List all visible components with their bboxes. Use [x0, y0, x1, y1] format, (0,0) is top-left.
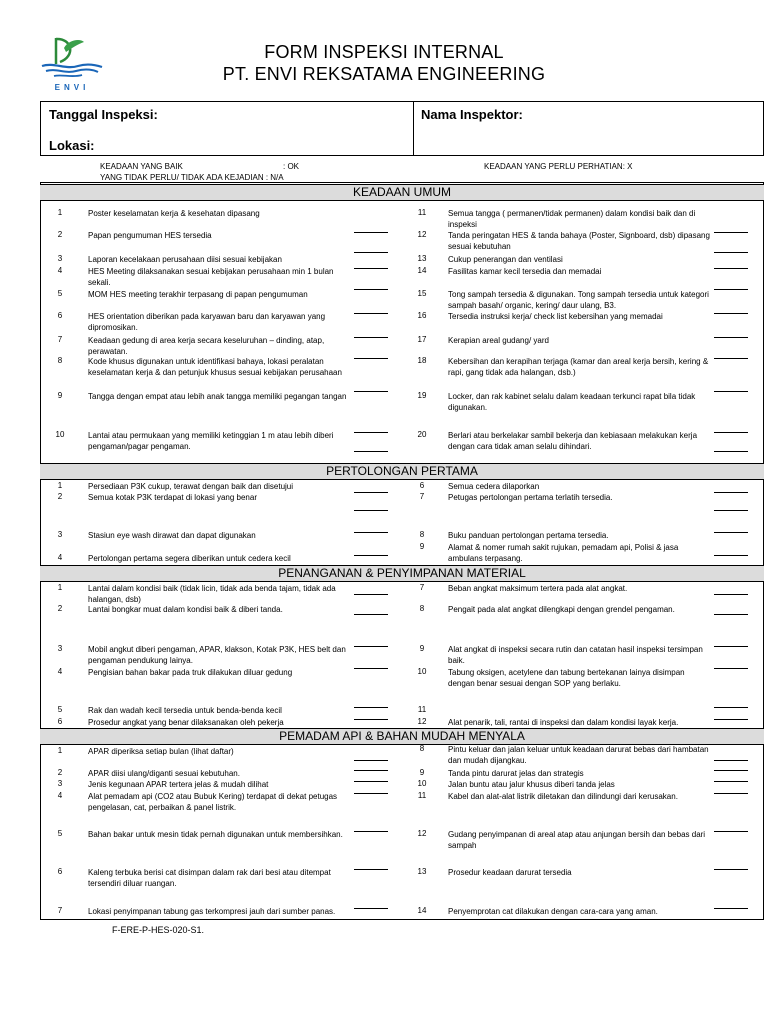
answer-blank-line[interactable] [354, 760, 388, 761]
item-number: 15 [417, 289, 427, 298]
section-header: PEMADAM API & BAHAN MUDAH MENYALA [40, 728, 764, 745]
answer-blank-line[interactable] [354, 908, 388, 909]
section-header: KEADAAN UMUM [40, 184, 764, 201]
tanggal-inspeksi-label: Tanggal Inspeksi: [49, 107, 158, 122]
item-number: 12 [417, 829, 427, 838]
answer-blank-line[interactable] [354, 252, 388, 253]
item-text: Papan pengumuman HES tersedia [88, 231, 212, 240]
item-text: Pertolongan pertama segera diberikan untuk cedera kecil [88, 554, 291, 563]
answer-blank-line[interactable] [714, 432, 748, 433]
item-text: Fasilitas kamar kecil tersedia dan memadai [448, 267, 602, 276]
item-text: Alat pemadam api (CO2 atau Bubuk Kering) terdapat di dekat petugas pengelasan, cat, perbaikan & panel listrik. [88, 792, 338, 812]
answer-blank-line[interactable] [714, 646, 748, 647]
item-number: 9 [57, 391, 63, 400]
item-text: MOM HES meeting terakhir terpasang di papan pengumuman [88, 290, 308, 299]
answer-blank-line[interactable] [354, 555, 388, 556]
answer-blank-line[interactable] [354, 289, 388, 290]
answer-blank-line[interactable] [714, 869, 748, 870]
answer-blank-line[interactable] [714, 770, 748, 771]
answer-blank-line[interactable] [714, 831, 748, 832]
item-number: 8 [419, 604, 425, 613]
item-number: 6 [57, 717, 63, 726]
section-header: PERTOLONGAN PERTAMA [40, 463, 764, 480]
item-number: 1 [57, 746, 63, 755]
item-number: 9 [419, 644, 425, 653]
item-number: 2 [57, 768, 63, 777]
item-text: Lokasi penyimpanan tabung gas terkompresi jauh dari sumber panas. [88, 907, 336, 916]
answer-blank-line[interactable] [714, 510, 748, 511]
company-title: PT. ENVI REKSATAMA ENGINEERING [222, 64, 546, 84]
legend-baik-code: : OK [283, 162, 300, 171]
answer-blank-line[interactable] [714, 268, 748, 269]
answer-blank-line[interactable] [354, 232, 388, 233]
answer-blank-line[interactable] [714, 532, 748, 533]
item-number: 4 [57, 553, 63, 562]
item-text: Tabung oksigen, acetylene dan tabung bertekanan lainya disimpan dengan benar sesuai dengan SOP yang berlaku. [448, 668, 685, 688]
item-number: 11 [417, 791, 427, 800]
item-number: 20 [417, 430, 427, 439]
item-text: Tersedia instruksi kerja/ check list kebersihan yang memadai [448, 312, 663, 321]
answer-blank-line[interactable] [714, 358, 748, 359]
item-number: 12 [417, 717, 427, 726]
item-number: 9 [419, 542, 425, 551]
item-number: 8 [419, 530, 425, 539]
answer-blank-line[interactable] [714, 492, 748, 493]
item-number: 4 [57, 266, 63, 275]
item-text: Kebersihan dan kerapihan terjaga (kamar dan areal kerja bersih, kering & rapi, gang tidak ada halangan, dsb.) [448, 357, 709, 377]
item-number: 3 [57, 644, 63, 653]
item-text: Alamat & nomer rumah sakit rujukan, pemadam api, Polisi & jasa ambulans terpasang. [448, 543, 679, 563]
item-number: 16 [417, 311, 427, 320]
item-number: 11 [417, 705, 427, 714]
form-title: FORM INSPEKSI INTERNAL [264, 42, 504, 62]
answer-blank-line[interactable] [354, 668, 388, 669]
answer-blank-line[interactable] [714, 555, 748, 556]
answer-blank-line[interactable] [354, 770, 388, 771]
item-text: Gudang penyimpanan di areal atap atau anjungan bersih dan bebas dari sampah [448, 830, 706, 850]
item-number: 3 [57, 530, 63, 539]
item-number: 14 [417, 266, 427, 275]
item-number: 11 [417, 208, 427, 217]
item-text: Lantai bongkar muat dalam kondisi baik & diberi tanda. [88, 605, 283, 614]
lokasi-label: Lokasi: [49, 138, 95, 153]
item-text: Kerapian areal gudang/ yard [448, 336, 549, 345]
item-text: Lantai atau permukaan yang memiliki ketinggian 1 m atau lebih diberi pengaman/pagar pengaman. [88, 431, 334, 451]
item-number: 13 [417, 867, 427, 876]
item-text: Pengisian bahan bakar pada truk dilakukan diluar gedung [88, 668, 293, 677]
item-text: Prosedur keadaan darurat tersedia [448, 868, 572, 877]
item-text: Semua cedera dilaporkan [448, 482, 540, 491]
form-code: F-ERE-P-HES-020-S1. [112, 925, 205, 935]
item-text: Alat angkat di inspeksi secara rutin dan catatan hasil inspeksi tersimpan baik. [448, 645, 703, 665]
answer-blank-line[interactable] [354, 614, 388, 615]
item-text: Tong sampah tersedia & digunakan. Tong sampah tersedia untuk kategori sampah basah/ organic, kering/ daur ulang, B3. [448, 290, 709, 310]
item-number: 5 [57, 829, 63, 838]
answer-blank-line[interactable] [354, 793, 388, 794]
item-text: Petugas pertolongan pertama terlatih tersedia. [448, 493, 613, 502]
inspection-info-box [40, 101, 764, 156]
item-number: 19 [417, 391, 427, 400]
answer-blank-line[interactable] [714, 313, 748, 314]
answer-blank-line[interactable] [354, 268, 388, 269]
item-text: Buku panduan pertolongan pertama tersedia. [448, 531, 609, 540]
item-text: Penyemprotan cat dilakukan dengan cara-cara yang aman. [448, 907, 658, 916]
section-header: PENANGANAN & PENYIMPANAN MATERIAL [40, 565, 764, 582]
answer-blank-line[interactable] [354, 719, 388, 720]
item-text: Pengait pada alat angkat dilengkapi dengan grendel pengaman. [448, 605, 675, 614]
answer-blank-line[interactable] [714, 289, 748, 290]
item-number: 6 [57, 867, 63, 876]
item-number: 10 [417, 667, 427, 676]
item-text: Locker, dan rak kabinet selalu dalam keadaan terkunci rapat bila tidak digunakan. [448, 392, 696, 412]
answer-blank-line[interactable] [354, 391, 388, 392]
answer-blank-line[interactable] [354, 532, 388, 533]
answer-blank-line[interactable] [354, 646, 388, 647]
item-number: 17 [417, 335, 427, 344]
legend-na: YANG TIDAK PERLU/ TIDAK ADA KEJADIAN : N/A [100, 173, 284, 182]
item-number: 6 [57, 311, 63, 320]
item-number: 3 [57, 779, 63, 788]
answer-blank-line[interactable] [714, 707, 748, 708]
item-number: 18 [417, 356, 427, 365]
item-text: Tanda peringatan HES & tanda bahaya (Poster, Signboard, dsb) dipasang sesuai kebutuhan [448, 231, 710, 251]
answer-blank-line[interactable] [714, 908, 748, 909]
item-number: 7 [419, 492, 425, 501]
answer-blank-line[interactable] [714, 594, 748, 595]
item-text: Kabel dan alat-alat listrik diletakan dan dilindungi dari kerusakan. [448, 792, 678, 801]
answer-blank-line[interactable] [354, 313, 388, 314]
answer-blank-line[interactable] [354, 781, 388, 782]
item-text: Stasiun eye wash dirawat dan dapat digunakan [88, 531, 256, 540]
item-number: 3 [57, 254, 63, 263]
legend-perhatian: KEADAAN YANG PERLU PERHATIAN: X [484, 162, 633, 171]
answer-blank-line[interactable] [354, 358, 388, 359]
answer-blank-line[interactable] [354, 492, 388, 493]
answer-blank-line[interactable] [354, 451, 388, 452]
answer-blank-line[interactable] [354, 432, 388, 433]
item-number: 1 [57, 481, 63, 490]
answer-blank-line[interactable] [354, 337, 388, 338]
item-number: 1 [57, 583, 63, 592]
item-text: Laporan kecelakaan perusahaan diisi sesuai kebijakan [88, 255, 282, 264]
item-number: 2 [57, 604, 63, 613]
answer-blank-line[interactable] [354, 869, 388, 870]
item-number: 8 [57, 356, 63, 365]
legend-baik: KEADAAN YANG BAIK [100, 162, 183, 171]
item-number: 7 [419, 583, 425, 592]
answer-blank-line[interactable] [714, 232, 748, 233]
item-number: 7 [57, 335, 63, 344]
item-number: 4 [57, 791, 63, 800]
item-text: APAR diisi ulang/diganti sesuai kebutuhan. [88, 769, 240, 778]
item-text: Rak dan wadah kecil tersedia untuk benda-benda kecil [88, 706, 282, 715]
item-number: 7 [57, 906, 63, 915]
item-text: Tangga dengan empat atau lebih anak tangga memiliki pegangan tangan [88, 392, 347, 401]
item-number: 14 [417, 906, 427, 915]
item-text: Persediaan P3K cukup, terawat dengan baik dan disetujui [88, 482, 294, 491]
item-text: Tanda pintu darurat jelas dan strategis [448, 769, 584, 778]
item-text: APAR diperiksa setiap bulan (lihat daftar) [88, 747, 234, 756]
item-number: 5 [57, 289, 63, 298]
item-text: Berlari atau berkelakar sambil bekerja dan kebiasaan melakukan kerja dengan cara tidak aman selalu dihindari. [448, 431, 698, 451]
item-number: 6 [419, 481, 425, 490]
item-text: Alat penarik, tali, rantai di inspeksi dan dalam kondisi layak kerja. [448, 718, 679, 727]
answer-blank-line[interactable] [714, 252, 748, 253]
answer-blank-line[interactable] [354, 707, 388, 708]
nama-inspektor-label: Nama Inspektor: [421, 107, 523, 122]
answer-blank-line[interactable] [714, 781, 748, 782]
item-text: Jenis kegunaan APAR tertera jelas & mudah dilihat [88, 780, 269, 789]
answer-blank-line[interactable] [714, 337, 748, 338]
item-number: 8 [419, 744, 425, 753]
answer-blank-line[interactable] [354, 594, 388, 595]
item-number: 9 [419, 768, 425, 777]
item-text: Prosedur angkat yang benar dilaksanakan oleh pekerja [88, 718, 284, 727]
item-number: 10 [55, 430, 65, 439]
item-number: 4 [57, 667, 63, 676]
item-number: 13 [417, 254, 427, 263]
item-text: Lantai dalam kondisi baik (tidak licin, tidak ada benda tajam, tidak ada halangan, dsb) [88, 584, 336, 604]
answer-blank-line[interactable] [714, 668, 748, 669]
item-number: 2 [57, 492, 63, 501]
item-text: Kaleng terbuka berisi cat disimpan dalam rak dari besi atau ditempat tersendiri diluar ruangan. [88, 868, 331, 888]
item-number: 2 [57, 230, 63, 239]
item-text: Semua kotak P3K terdapat di lokasi yang benar [88, 493, 257, 502]
item-number: 5 [57, 705, 63, 714]
item-number: 1 [57, 208, 63, 217]
logo-text: ENVI [54, 83, 90, 92]
item-number: 10 [417, 779, 427, 788]
item-text: Jalan buntu atau jalur khusus diberi tanda jelas [448, 780, 615, 789]
answer-blank-line[interactable] [714, 451, 748, 452]
item-text: Beban angkat maksimum tertera pada alat angkat. [448, 584, 628, 593]
item-text: Poster keselamatan kerja & kesehatan dipasang [88, 209, 260, 218]
item-text: Mobil angkut diberi pengaman, APAR, klakson, Kotak P3K, HES belt dan pengaman pendukung lainya. [88, 645, 346, 665]
item-text: HES orientation diberikan pada karyawan baru dan karyawan yang dipromosikan. [88, 312, 326, 332]
answer-blank-line[interactable] [714, 614, 748, 615]
answer-blank-line[interactable] [714, 391, 748, 392]
item-text: Cukup penerangan dan ventilasi [448, 255, 563, 264]
item-text: HES Meeting dilaksanakan sesuai kebijakan perusahaan min 1 bulan sekali. [88, 267, 334, 287]
answer-blank-line[interactable] [714, 760, 748, 761]
answer-blank-line[interactable] [714, 793, 748, 794]
answer-blank-line[interactable] [354, 831, 388, 832]
answer-blank-line[interactable] [354, 510, 388, 511]
item-text: Pintu keluar dan jalan keluar untuk keadaan darurat bebas dari hambatan dan mudah dijangkau. [448, 745, 709, 765]
item-number: 12 [417, 230, 427, 239]
item-text: Kode khusus digunakan untuk identifikasi bahaya, lokasi peralatan keselamatan kerja & dan petunjuk khusus sesuai kebijakan perusahaan [88, 357, 342, 377]
item-text: Keadaan gedung di area kerja secara keseluruhan – dinding, atap, perawatan. [88, 336, 325, 356]
item-text: Semua tangga ( permanen/tidak permanen) dalam kondisi baik dan di inspeksi [448, 209, 696, 229]
answer-blank-line[interactable] [714, 719, 748, 720]
item-text: Bahan bakar untuk mesin tidak pernah digunakan untuk membersihkan. [88, 830, 343, 839]
